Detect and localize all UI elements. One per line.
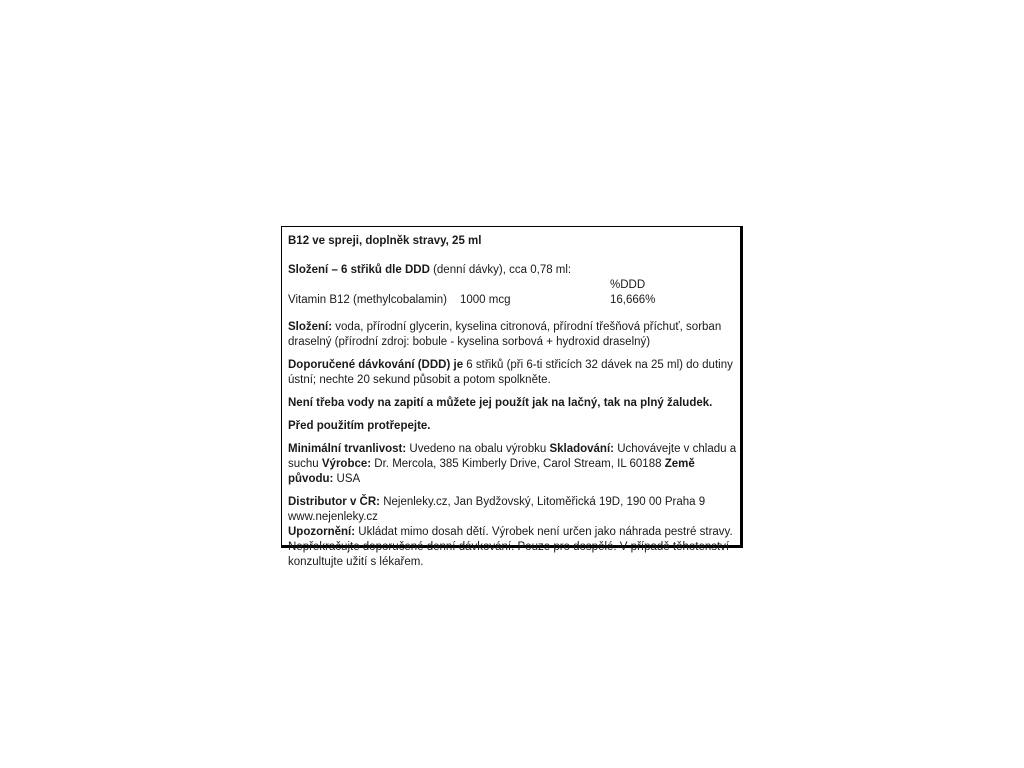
nutrition-table [288,278,740,308]
composition-header: Složení – 6 střiků dle DDD (denní dávky), cca 0,78 ml: [288,264,572,276]
nutrient-name: Vitamin B12 (methylcobalamin) [288,294,447,306]
dosage-section: Doporučené dávkování (DDD) je 6 střiků (při 6-ti střicích 32 dávek na 25 ml) do dutiny ústní; nechte 20 sekund působit a potom spolkněte. [288,359,733,386]
shelf-life-section: Minimální trvanlivost: Uvedeno na obalu výrobku Skladování: Uchovávejte v chladu a suchu Výrobce: Dr. Mercola, 385 Kimberly Drive, Carol Stream, IL 60188 Země původu: USA [288,443,737,485]
warning-section: Upozornění: Ukládat mimo dosah dětí. Výrobek není určen jako náhrada pestré stravy. Nepřekračujte doporučené denní dávkování. Pouze pro dospělé. V případě těhotenství konzultujte užití s lékařem. [288,526,733,568]
nutrient-amount: 1000 mcg [460,294,511,306]
product-title: B12 ve spreji, doplněk stravy, 25 ml [288,235,482,247]
nutrient-percent: 16,666% [610,294,656,306]
water-note: Není třeba vody na zapití a můžete jej použít jak na lačný, tak na plný žaludek. [288,397,713,409]
ddd-column-header: %DDD [610,279,646,291]
distributor-section: Distributor v ČR: Nejenleky.cz, Jan Bydžovský, Litoměřická 19D, 190 00 Praha 9 [288,496,706,508]
product-label [281,226,743,568]
distributor-website: www.nejenleky.cz [288,511,378,523]
ingredients-section: Složení: voda, přírodní glycerin, kyselina citronová, přírodní třešňová příchuť, sorban draselný (přírodní zdroj: bobule - kyselina sorbová + hydroxid draselný) [288,321,722,348]
shake-note: Před použitím protřepejte. [288,420,431,432]
